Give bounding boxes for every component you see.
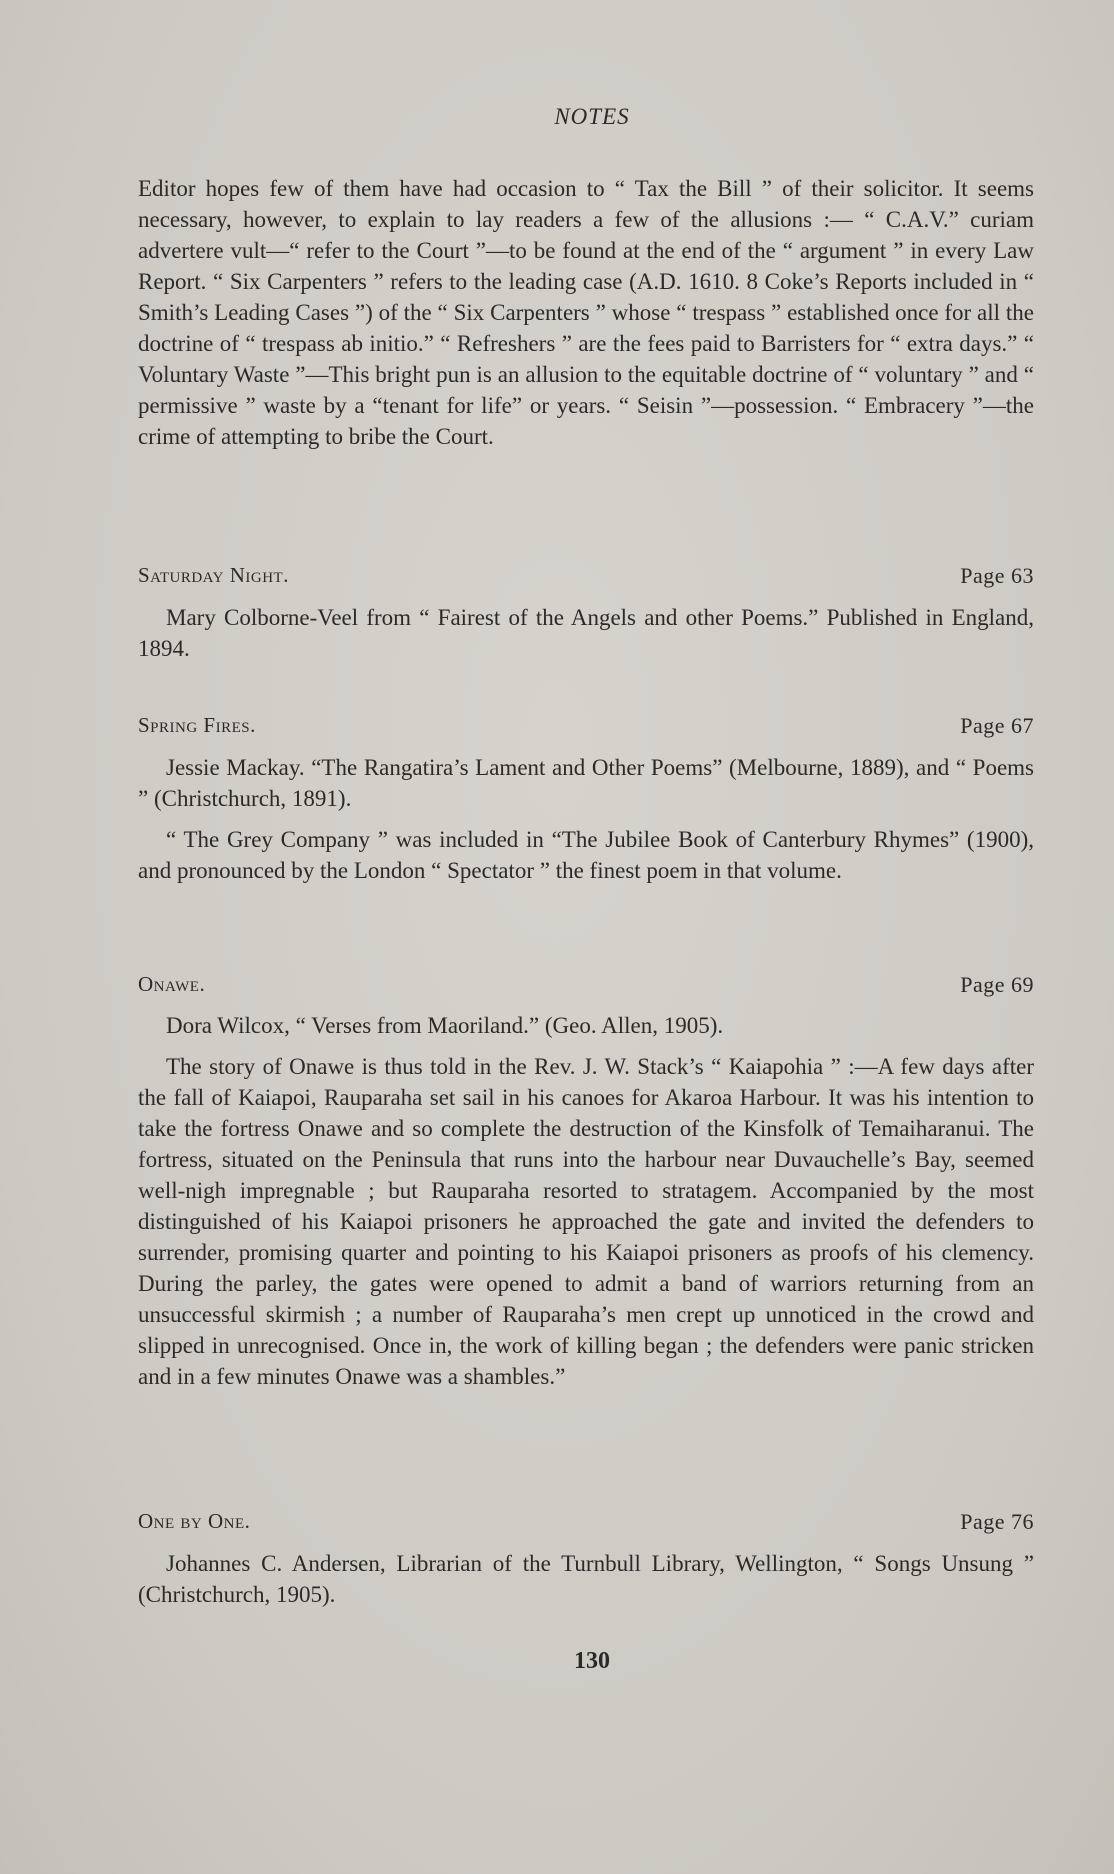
page-number: 130 — [574, 1648, 610, 1674]
section-title: Onawe. — [138, 972, 206, 996]
section-paragraph: Johannes C. Andersen, Librarian of the Turnbull Library, Wellington, “ Songs Unsung ” (Christchurch, 1905). — [138, 1551, 1034, 1607]
intro-block — [138, 173, 1034, 452]
section-page-ref: Page 69 — [960, 972, 1034, 997]
section-paragraph: Jessie Mackay. “The Rangatira’s Lament and Other Poems” (Melbourne, 1889), and “ Poems ” (Christchurch, 1891). — [138, 755, 1034, 811]
section-title: Spring Fires. — [138, 713, 256, 737]
section-body-one-by-one — [138, 1548, 1034, 1610]
section-paragraph: The story of Onawe is thus told in the Rev. J. W. Stack’s “ Kaiapohia ” :—A few days after the fall of Kaiapoi, Rauparaha set sail in his canoes for Akaroa Harbour. It was his intention to take the fortress Onawe and so complete the destruction of the Kinsfolk of Temaiharanui. The fortress, situated on the Peninsula that runs into the harbour near Duvauchelle’s Bay, seemed well-nigh impregnable ; but Rauparaha resorted to stratagem. Accompanied by the most distinguished of his Kaiapoi prisoners he approached the gate and invited the defenders to surrender, promising quarter and pointing to his Kaiapoi prisoners as proofs of his clemency. During the parley, the gates were opened to admit a band of warriors returning from an unsuccessful skirmish ; a number of Rauparaha’s men crept up unnoticed in the crowd and slipped in unrecognised. Once in, the work of killing began ; the defenders were panic stricken and in a few minutes Onawe was a shambles.” — [138, 1054, 1034, 1389]
section-paragraph: Dora Wilcox, “ Verses from Maoriland.” (Geo. Allen, 1905). — [166, 1013, 724, 1038]
section-body-spring-fires — [138, 752, 1034, 886]
running-head: NOTES — [554, 104, 630, 129]
section-body-onawe — [138, 1010, 1034, 1392]
intro-paragraph: Editor hopes few of them have had occasion to “ Tax the Bill ” of their solicitor. It seems necessary, however, to explain to lay readers a few of the allusions :— “ C.A.V.” curiam advertere vult—“ refer to the Court ”—to be found at the end of the “ argument ” in every Law Report. “ Six Carpenters ” refers to the leading case (A.D. 1610. 8 Coke’s Reports included in “ Smith’s Leading Cases ”) of the “ Six Carpenters ” whose “ trespass ” established once for all the doctrine of “ trespass ab initio.” “ Refreshers ” are the fees paid to Barristers for “ extra days.” “ Voluntary Waste ”—This bright pun is an allusion to the equitable doctrine of “ voluntary ” and “ permissive ” waste by a “tenant for life” or years. “ Seisin ”—possession. “ Embracery ”—the crime of attempting to bribe the Court. — [138, 176, 1034, 449]
section-heading-saturday-night — [138, 563, 1034, 589]
section-paragraph: “ The Grey Company ” was included in “The Jubilee Book of Canterbury Rhymes” (1900), and pronounced by the London “ Spectator ” the finest poem in that volume. — [138, 827, 1034, 883]
section-title: One by One. — [138, 1509, 251, 1533]
section-heading-one-by-one — [138, 1509, 1034, 1535]
section-page-ref: Page 76 — [960, 1509, 1034, 1534]
section-title: Saturday Night. — [138, 563, 289, 587]
section-page-ref: Page 63 — [960, 563, 1034, 588]
section-page-ref: Page 67 — [960, 713, 1034, 738]
section-heading-spring-fires — [138, 713, 1034, 739]
section-heading-onawe — [138, 972, 1034, 998]
section-body-saturday-night — [138, 602, 1034, 664]
section-paragraph: Mary Colborne-Veel from “ Fairest of the Angels and other Poems.” Published in England, 1894. — [138, 605, 1034, 661]
